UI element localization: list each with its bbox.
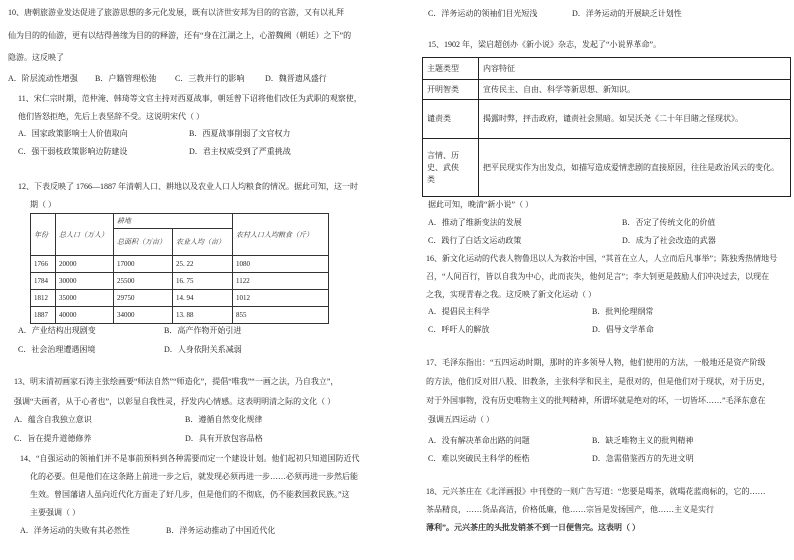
- novel-types-table: [422, 57, 791, 197]
- cell-grain: 855: [233, 307, 329, 324]
- q13-line-2: 强调“夫画者，从于心者也”，以彰显自我性灵，抒发内心情感。这表明明清之际的文化（ ）: [14, 397, 336, 406]
- q10-line-1: 10、唐朝旅游业发达促进了旅游思想的多元化发展，既有以济世安邦为目的的官游，又有以礼拜: [8, 8, 344, 17]
- q11-line-2: 他们皆怒拒绝，先后上表坚辞不受。这说明宋代（ ）: [18, 112, 204, 121]
- q10-option-d: D．魏晋遗风盛行: [265, 74, 327, 83]
- cell-feature: 把平民现实作为出发点，如描写造成爱情悲剧的直接原因，往往是政治风云的变化。: [479, 139, 791, 197]
- cell-feature: 宣传民主、自由、科学等新思想、新知识。: [479, 80, 791, 100]
- q16-line-3: 之我，实现青春之我。这反映了新文化运动（ ）: [426, 290, 596, 299]
- q16-option-a: A．提倡民主科学: [428, 307, 490, 316]
- cell-year: 1784: [31, 273, 56, 290]
- q13-line-1: 13、明末清初画家石涛主张绘画要“师法自然”“师造化”，提倡“唯我”“一画之法，乃自我立”，: [14, 377, 339, 386]
- cell-population: 40000: [56, 307, 114, 324]
- cell-per-capita-area: 14. 94: [173, 290, 233, 307]
- q15-option-b: B．否定了传统文化的价值: [622, 218, 716, 227]
- cell-grain: 1122: [233, 273, 329, 290]
- cell-total-area: 34000: [114, 307, 173, 324]
- table-row: [423, 80, 791, 100]
- q15-stem: 据此可知，晚清“新小说”（ ）: [428, 200, 534, 209]
- q15-option-c: C．践行了白话文运动政策: [428, 236, 522, 245]
- q12-option-d: D．人身依附关系减弱: [164, 345, 242, 354]
- table-row: [31, 290, 329, 307]
- q14-line-2: 化的必要。但是他们在这条路上前进一步之后，就发现必须再进一步……必须再进一步然后能: [30, 472, 358, 481]
- q15-option-d: D．成为了社会改造的武器: [622, 236, 716, 245]
- q12-line-1: 12、下表反映了 1766—1887 年清朝人口、耕地以及农业人口人均粮食的情况。据此可知，这一时: [18, 182, 358, 191]
- q10-option-c: C．三教并行的影响: [175, 74, 245, 83]
- q16-option-d: D．倡导文学革命: [592, 325, 654, 334]
- q14-option-a: A．洋务运动的失败有其必然性: [20, 526, 130, 535]
- q15-line-1: 15、1902 年，梁启超创办《新小说》杂志，发起了“小说界革命”。: [428, 40, 662, 49]
- table-header-row: [423, 58, 791, 80]
- cell-per-capita-area: 13. 88: [173, 307, 233, 324]
- cell-year: 1887: [31, 307, 56, 324]
- table-row: [31, 307, 329, 324]
- cell-year: 1812: [31, 290, 56, 307]
- cell-year: 1766: [31, 256, 56, 273]
- q14-option-b: B．洋务运动推动了中国近代化: [166, 526, 276, 535]
- q17-option-b: B．缺乏唯物主义的批判精神: [592, 436, 694, 445]
- q14-option-c: C．洋务运动的领袖们目光短浅: [428, 9, 538, 18]
- cell-per-capita-area: 16. 75: [173, 273, 233, 290]
- q10-option-a: A．阶层流动性增强: [8, 74, 78, 83]
- q12-option-c: C．社会治理遭遇困境: [18, 345, 96, 354]
- q10-option-b: B．户籍管理松弛: [95, 74, 157, 83]
- header-content-features: 内容特征: [479, 58, 791, 80]
- table-row: [423, 100, 791, 139]
- q13-option-a: A．蕴含自我独立意识: [14, 415, 92, 424]
- cell-population: 35000: [56, 290, 114, 307]
- cell-theme: 言情、历史、武侠类: [423, 139, 479, 197]
- q15-option-a: A．推动了维新变法的发展: [428, 218, 522, 227]
- q14-line-4: 主要强调（ ）: [30, 508, 80, 517]
- q11-option-d: D．君主权威受到了严重挑战: [189, 147, 291, 156]
- header-total-area: 总面积（万亩）: [114, 229, 173, 256]
- table-row: [31, 273, 329, 290]
- q13-option-b: B．遵循自然变化规律: [185, 415, 263, 424]
- table-row: [31, 256, 329, 273]
- cell-population: 30000: [56, 273, 114, 290]
- cell-theme: 开明智类: [423, 80, 479, 100]
- header-year: 年份: [31, 214, 56, 256]
- q10-line-3: 隐游。这反映了: [8, 53, 64, 62]
- q14-option-d: D．洋务运动的开展缺乏计划性: [572, 9, 682, 18]
- q17-option-a: A．没有解决革命出路的问题: [428, 436, 530, 445]
- q14-line-3: 生效。曾国藩诸人虽向近代化方面走了好几步，但是他们的不彻底，仍不能救国救民族。”这: [30, 490, 350, 499]
- header-theme-type: 主题类型: [423, 58, 479, 80]
- q16-line-1: 16、新文化运动的代表人物鲁迅以人为救治中国，“其首在立人，人立而后凡事举”；陈独秀热情地号: [426, 254, 778, 263]
- q17-option-d: D．急需借鉴西方的先进文明: [592, 454, 694, 463]
- q16-option-c: C．呼吁人的解放: [428, 325, 490, 334]
- q11-line-1: 11、宋仁宗时期，范仲淹、韩琦等文官主持对西夏战事，朝廷曾下诏将他们改任为武职的观察使，: [18, 94, 362, 103]
- q17-line-3: 对于外国事物，没有历史唯物主义的批判精神，所谓坏就是绝对的坏，一切皆坏……”毛泽东意在: [426, 396, 766, 405]
- q18-line-3: 薄利”。元兴茶庄的头批发销茶不到一日便售完。这表明（ ）: [426, 523, 640, 532]
- cell-per-capita-area: 25. 22: [173, 256, 233, 273]
- header-grain-per-capita: 农村人口人均粮食（斤）: [233, 214, 329, 256]
- q18-line-2: 茶品精良，……货品高洁，价格低廉，他……宗旨是发扬国产，他……主义是实行: [426, 505, 714, 514]
- q11-option-b: B．西夏战事削弱了文官权力: [189, 129, 291, 138]
- q18-line-1: 18、元兴茶庄在《北洋画报》中刊登的一则广告写道：“您要是喝茶，就喝花蓝商标的，它的……: [426, 487, 766, 496]
- population-farmland-table: [30, 213, 329, 324]
- q16-line-2: 召，“人间百行，皆以自我为中心，此而丧失，他何足言”；李大钊更是鼓励人们冲决过去，以现在: [426, 272, 770, 281]
- header-total-population: 总人口（万人）: [56, 214, 114, 256]
- header-farmland: 耕地: [114, 214, 233, 229]
- q11-option-a: A．国家政策影响士人价值取向: [18, 129, 128, 138]
- q17-option-c: C．难以突破民主科学的桎梏: [428, 454, 530, 463]
- cell-grain: 1080: [233, 256, 329, 273]
- q17-line-2: 的方法，他们反对旧八股、旧教条，主张科学和民主，是很对的，但是他们对于现状，对于历史，: [426, 377, 770, 386]
- cell-feature: 揭露时弊，抨击政府，谴责社会黑暗。如吴沃尧《二十年目睹之怪现状》。: [479, 100, 791, 139]
- q12-line-2: 期（ ）: [30, 200, 56, 209]
- header-per-capita-area: 农业人均（亩）: [173, 229, 233, 256]
- cell-total-area: 25500: [114, 273, 173, 290]
- q10-line-2: 仙为目的的仙游，更有以结得善缘为目的的释游，还有“身在江湖之上，心游魏阙（朝廷）之下”的: [8, 31, 352, 40]
- q17-line-4: 强调五四运动（ ）: [428, 415, 494, 424]
- q13-option-d: D．具有开放包容品格: [185, 434, 263, 443]
- cell-grain: 1012: [233, 290, 329, 307]
- q11-option-c: C．强干弱枝政策影响边防建设: [18, 147, 128, 156]
- table-row: [423, 139, 791, 197]
- cell-theme: 谴责类: [423, 100, 479, 139]
- cell-population: 20000: [56, 256, 114, 273]
- cell-total-area: 17000: [114, 256, 173, 273]
- q12-option-a: A．产业结构出现剧变: [18, 326, 96, 335]
- cell-total-area: 29750: [114, 290, 173, 307]
- q17-line-1: 17、毛泽东指出：“五四运动时期，那时的许多领导人物，他们使用的方法，一般地还是资产阶级: [426, 358, 766, 367]
- q14-line-1: 14、“自强运动的领袖们并不是事前预料到各种需要而定一个建设计划。他们起初只知道国防近代: [20, 454, 360, 463]
- q12-option-b: B．高产作物开始引进: [164, 326, 242, 335]
- q13-option-c: C．旨在提升道德修养: [14, 434, 92, 443]
- q16-option-b: B．批判伦理纲常: [592, 307, 654, 316]
